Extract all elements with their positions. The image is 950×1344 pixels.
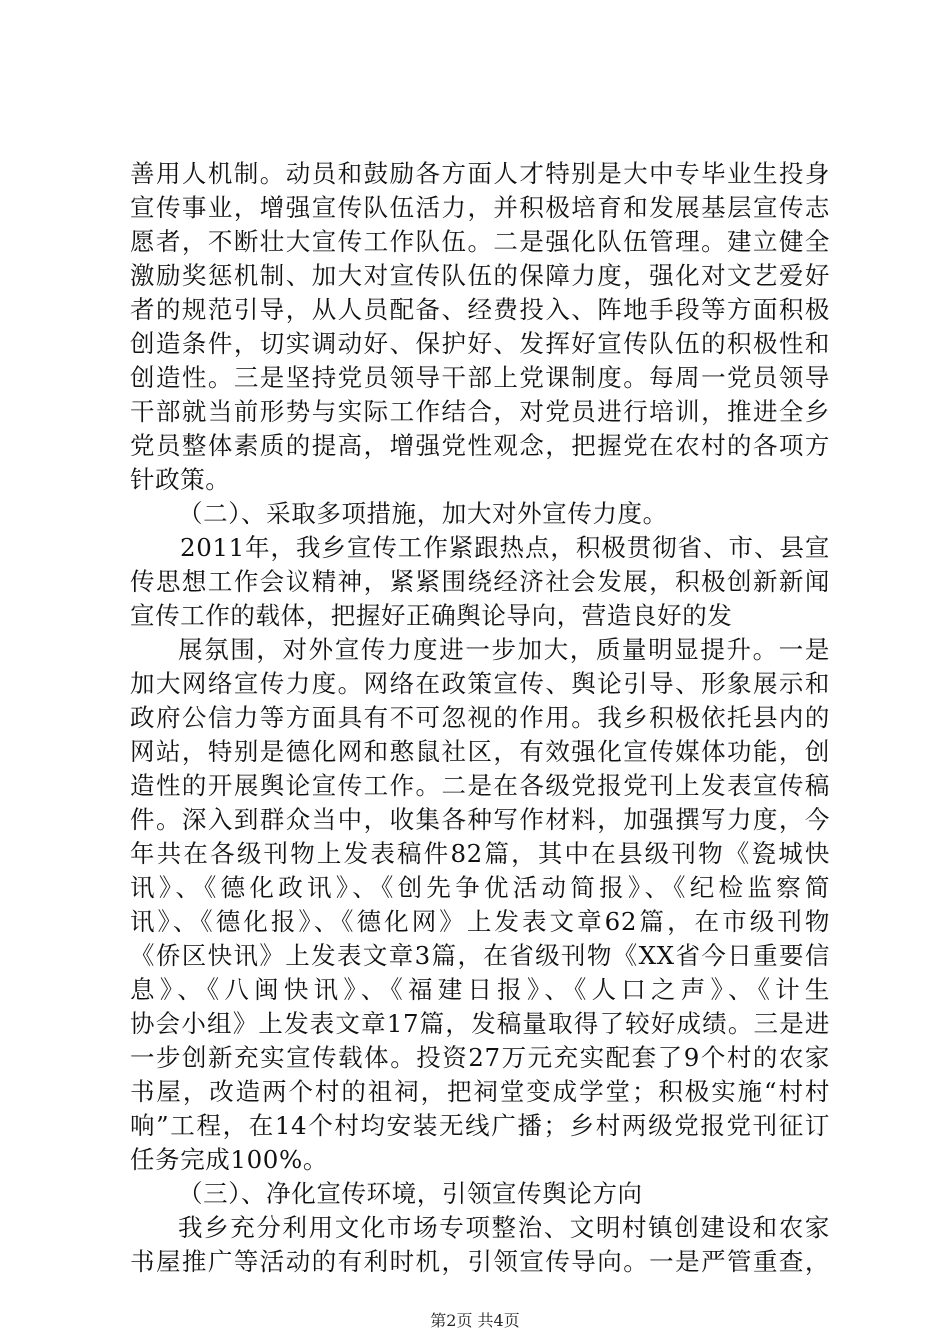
section-heading: （三）、净化宣传环境，引领宣传舆论方向 — [178, 1179, 643, 1208]
body-text-line: 创造性。三是坚持党员领导干部上党课制度。每周一党员领导 — [130, 363, 830, 392]
body-text-line: 愿者，不断壮大宣传工作队伍。二是强化队伍管理。建立健全 — [130, 227, 830, 256]
body-text-line: 书屋，改造两个村的祖祠，把祠堂变成学堂；积极实施“村村 — [130, 1077, 830, 1106]
body-text-line: 展氛围，对外宣传力度进一步加大，质量明显提升。一是 — [178, 635, 830, 664]
body-text-line: 加大网络宣传力度。网络在政策宣传、舆论引导、形象展示和 — [130, 669, 830, 698]
body-text-line: 我乡充分利用文化市场专项整治、文明村镇创建设和农家 — [178, 1213, 830, 1242]
body-text-line: 讯》、《德化政讯》、《创先争优活动简报》、《纪检监察简 — [130, 873, 830, 902]
body-text-line: 网站，特别是德化网和憨鼠社区，有效强化宣传媒体功能，创 — [130, 737, 830, 766]
body-text-line: 传思想工作会议精神，紧紧围绕经济社会发展，积极创新新闻 — [130, 567, 830, 596]
body-text-line: 善用人机制。动员和鼓励各方面人才特别是大中专毕业生投身 — [130, 159, 830, 188]
section-heading: （二）、采取多项措施，加大对外宣传力度。 — [178, 499, 668, 528]
body-text-line: 党员整体素质的提高，增强党性观念，把握党在农村的各项方 — [130, 431, 830, 460]
body-text-line: 《侨区快讯》上发表文章3篇，在省级刊物《XX省今日重要信 — [130, 941, 830, 970]
body-text-line: 一步创新充实宣传载体。投资27万元充实配套了9个村的农家 — [130, 1043, 830, 1072]
body-text-line: 干部就当前形势与实际工作结合，对党员进行培训，推进全乡 — [130, 397, 830, 426]
body-text-line: 息》、《八闽快讯》、《福建日报》、《人口之声》、《计生 — [130, 975, 830, 1004]
body-text-line: 响”工程，在14个村均安装无线广播；乡村两级党报党刊征订 — [130, 1111, 830, 1140]
body-text-line: 任务完成100%。 — [130, 1145, 328, 1174]
body-text-line: 2011年，我乡宣传工作紧跟热点，积极贯彻省、市、县宣 — [180, 533, 830, 562]
body-text-line: 书屋推广等活动的有利时机，引领宣传导向。一是严管重查， — [130, 1247, 830, 1276]
body-text-line: 创造条件，切实调动好、保护好、发挥好宣传队伍的积极性和 — [130, 329, 830, 358]
body-text-line: 协会小组》上发表文章17篇，发稿量取得了较好成绩。三是进 — [130, 1009, 830, 1038]
body-text-line: 造性的开展舆论宣传工作。二是在各级党报党刊上发表宣传稿 — [130, 771, 830, 800]
body-text-line: 宣传事业，增强宣传队伍活力，并积极培育和发展基层宣传志 — [130, 193, 830, 222]
body-text-line: 讯》、《德化报》、《德化网》上发表文章62篇，在市级刊物 — [130, 907, 830, 936]
body-text-line: 件。深入到群众当中，收集各种写作材料，加强撰写力度，今 — [130, 805, 830, 834]
body-text-line: 者的规范引导，从人员配备、经费投入、阵地手段等方面积极 — [130, 295, 830, 324]
body-text-line: 宣传工作的载体，把握好正确舆论导向，营造良好的发 — [130, 601, 733, 630]
page-number-footer: 第2页 共4页 — [430, 1311, 520, 1330]
body-text-line: 政府公信力等方面具有不可忽视的作用。我乡积极依托县内的 — [130, 703, 830, 732]
body-text-line: 针政策。 — [130, 465, 231, 494]
body-text-line: 激励奖惩机制、加大对宣传队伍的保障力度，强化对文艺爱好 — [130, 261, 830, 290]
body-text-line: 年共在各级刊物上发表稿件82篇，其中在县级刊物《瓷城快 — [130, 839, 830, 868]
